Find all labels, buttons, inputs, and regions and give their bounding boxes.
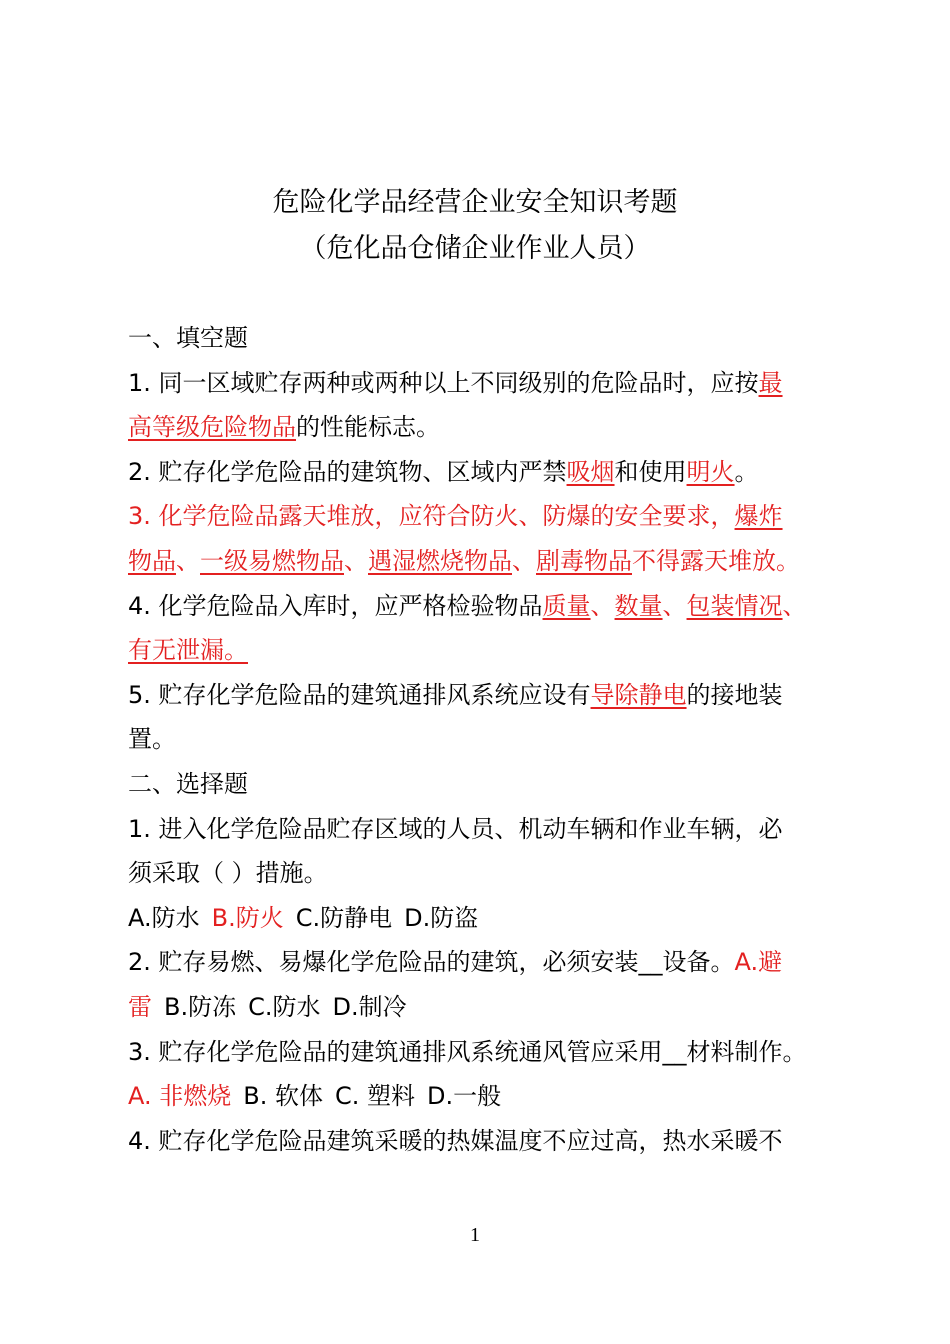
q4-answer-2: 数量 [614, 591, 663, 620]
q4-sep-3: 、 [782, 591, 807, 620]
fill-q5-line1 [128, 673, 840, 718]
c2-option-a-answer-part2: 雷 [128, 992, 152, 1021]
q2-answer-1: 吸烟 [566, 457, 615, 486]
q1-text-end: 的性能标志。 [296, 413, 440, 442]
c2-option-a-answer-part1: A.避 [734, 948, 783, 977]
section-heading-fill-in: 一、填空题 [128, 324, 248, 352]
q5-answer: 导除静电 [590, 680, 687, 709]
c2-option-d: D.制冷 [332, 992, 407, 1021]
q4-sep-1: 、 [590, 591, 615, 620]
q4-answer-1: 质量 [542, 591, 591, 620]
c2-option-c: C.防水 [248, 992, 321, 1021]
fill-q2-line [128, 450, 840, 495]
q5-text: 5. 贮存化学危险品的建筑通排风系统应设有 [128, 680, 591, 709]
choice-q3-options [128, 1074, 840, 1119]
q4-answer-3: 包装情况 [686, 591, 783, 620]
q4-answer-4: 有无泄漏。 [128, 636, 248, 665]
q1-answer-part1: 最 [758, 368, 783, 397]
q3-sep-3: 、 [512, 546, 536, 575]
c1-option-d: D.防盗 [404, 903, 479, 932]
page-number: 1 [470, 1224, 480, 1246]
fill-q5-line2: 置。 [128, 725, 176, 754]
choice-q2-line2 [128, 985, 840, 1030]
fill-q4-line2 [128, 628, 840, 673]
q3-sep-2: 、 [344, 546, 368, 575]
q3-answer-1b: 物品 [128, 546, 176, 575]
q1-text: 1. 同一区域贮存两种或两种以上不同级别的危险品时，应按 [128, 368, 759, 397]
c1-option-c: C.防静电 [295, 903, 393, 932]
c3-option-c: C. 塑料 [335, 1082, 416, 1111]
q3-answer-3: 遇湿燃烧物品 [368, 546, 512, 575]
q3-answer-4: 剧毒物品 [536, 546, 632, 575]
c3-option-d: D.一般 [427, 1082, 502, 1111]
q1-answer-part2: 高等级危险物品 [128, 413, 296, 442]
c2-option-b: B.防冻 [164, 992, 237, 1021]
q3-answer-1a: 爆炸 [734, 502, 783, 531]
q5-text-end: 的接地装 [686, 680, 783, 709]
c3-option-a-answer: A. 非燃烧 [128, 1082, 232, 1111]
q2-text-mid: 和使用 [614, 457, 687, 486]
fill-q4-line1 [128, 584, 840, 629]
fill-q3-line1 [128, 494, 840, 539]
document-body [128, 316, 840, 1163]
choice-q1-options [128, 896, 840, 941]
q4-text: 4. 化学危险品入库时，应严格检验物品 [128, 591, 543, 620]
section-heading-choice: 二、选择题 [128, 769, 248, 798]
c1-option-b-answer: B.防火 [211, 903, 284, 932]
fill-q3-line2 [128, 539, 840, 584]
q3-text: 3. 化学危险品露天堆放，应符合防火、防爆的安全要求， [128, 502, 735, 531]
c2-text: 2. 贮存易燃、易爆化学危险品的建筑，必须安装__设备。 [128, 948, 735, 977]
document-title: 危险化学品经营企业安全知识考题 [272, 187, 678, 218]
q2-text-end: 。 [734, 457, 759, 486]
choice-q1-line2: 须采取（ ）措施。 [128, 859, 328, 888]
choice-q3-line1: 3. 贮存化学危险品的建筑通排风系统通风管应采用__材料制作。 [128, 1037, 807, 1066]
document-subtitle: （危化品仓储企业作业人员） [299, 233, 651, 264]
q3-answer-2: 一级易燃物品 [200, 546, 344, 575]
fill-q1-line2 [128, 405, 840, 450]
choice-q2-line1 [128, 940, 840, 985]
choice-q4-line1: 4. 贮存化学危险品建筑采暖的热媒温度不应过高，热水采暖不 [128, 1126, 783, 1155]
q3-text-end: 不得露天堆放。 [632, 546, 800, 575]
q2-text: 2. 贮存化学危险品的建筑物、区域内严禁 [128, 457, 567, 486]
fill-q1-line1 [128, 361, 840, 406]
q2-answer-2: 明火 [686, 457, 735, 486]
c3-option-b: B. 软体 [243, 1082, 323, 1111]
q4-sep-2: 、 [662, 591, 687, 620]
choice-q1-line1: 1. 进入化学危险品贮存区域的人员、机动车辆和作业车辆，必 [128, 814, 783, 843]
c1-option-a: A.防水 [128, 903, 200, 932]
q3-sep-1: 、 [176, 546, 200, 575]
